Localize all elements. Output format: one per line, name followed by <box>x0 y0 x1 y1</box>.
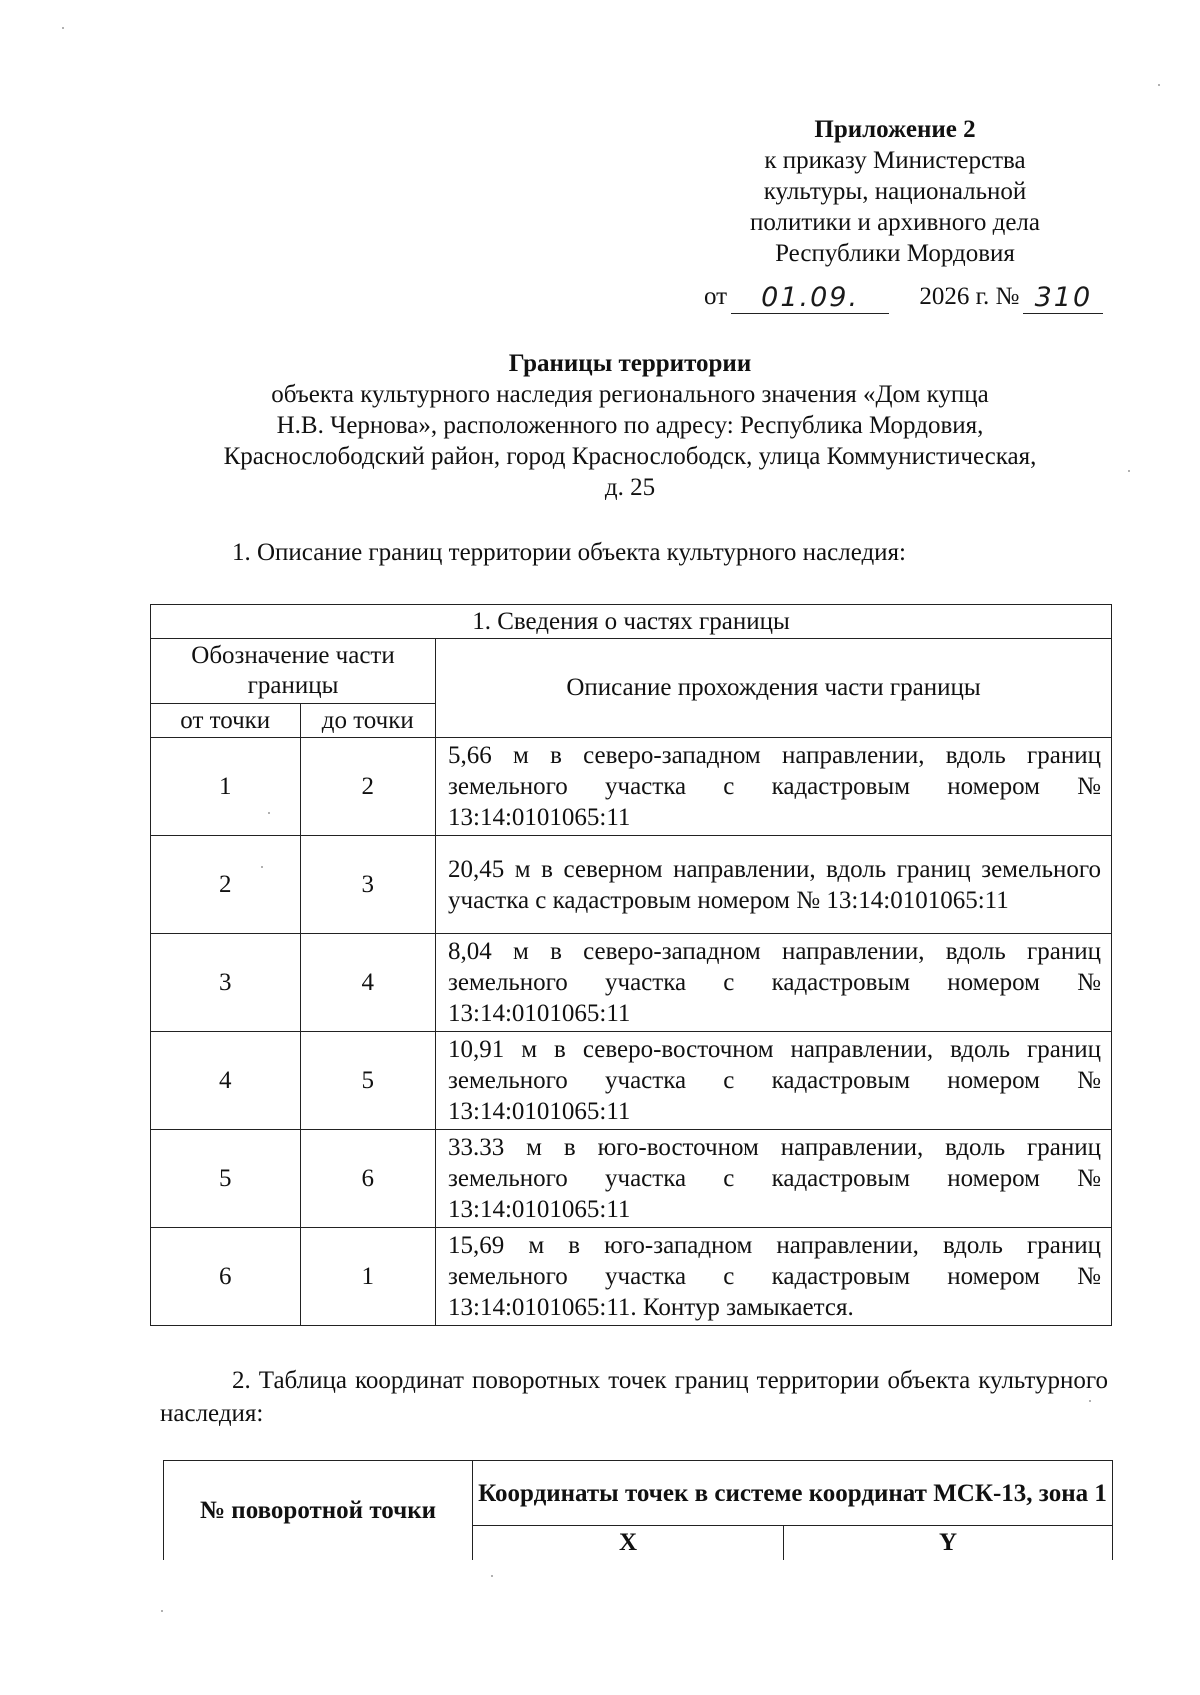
appendix-header <box>660 114 1130 269</box>
table-caption: 1. Сведения о частях границы <box>151 605 1112 639</box>
description-cell: 10,91 м в северо-восточном направлении, вдоль границ земельного участка с кадастровым номером № 13:14:0101065:11 <box>436 1032 1112 1130</box>
order-date-line <box>704 280 1134 314</box>
title-line: д. 25 <box>604 474 656 501</box>
appendix-line: культуры, национальной <box>763 178 1027 205</box>
to-point-cell: 5 <box>300 1032 435 1130</box>
section-2-heading: 2. Таблица координат поворотных точек границ территории объекта культурного наследия: <box>160 1367 1108 1427</box>
description-cell: 15,69 м в юго-западном направлении, вдоль границ земельного участка с кадастровым номером № 13:14:0101065:11. Контур замыкается. <box>436 1228 1112 1326</box>
header-to-point: до точки <box>300 704 435 738</box>
to-point-cell: 6 <box>300 1130 435 1228</box>
description-cell: 8,04 м в северо-западном направлении, вдоль границ земельного участка с кадастровым номером № 13:14:0101065:11 <box>436 934 1112 1032</box>
appendix-line: к приказу Министерства <box>764 147 1026 174</box>
header-point-number: № поворотной точки <box>164 1461 473 1561</box>
header-y: Y <box>784 1526 1113 1561</box>
header-description: Описание прохождения части границы <box>436 639 1112 738</box>
scan-speck <box>268 812 270 814</box>
table-row <box>151 1130 1112 1228</box>
header-x: X <box>473 1526 784 1561</box>
description-cell: 5,66 м в северо-западном направлении, вдоль границ земельного участка с кадастровым номером № 13:14:0101065:11 <box>436 738 1112 836</box>
section-1-heading: 1. Описание границ территории объекта культурного наследия: <box>232 539 906 566</box>
header-coordinates: Координаты точек в системе координат МСК-13, зона 1 <box>473 1461 1113 1526</box>
handwritten-order-number: 310 <box>1023 283 1103 314</box>
title-line: Н.В. Чернова», расположенного по адресу: Республика Мордовия, <box>276 412 984 439</box>
header-part-designation: Обозначение части границы <box>151 639 436 704</box>
from-point-cell: 4 <box>151 1032 301 1130</box>
from-point-cell: 3 <box>151 934 301 1032</box>
from-point-cell: 1 <box>151 738 301 836</box>
table-row <box>151 1228 1112 1326</box>
table-row <box>151 1032 1112 1130</box>
coordinates-table <box>163 1460 1113 1560</box>
year-text: 2026 г. № <box>919 283 1020 310</box>
to-point-cell: 2 <box>300 738 435 836</box>
scan-speck <box>1128 470 1130 472</box>
scan-speck <box>491 1575 493 1577</box>
scan-speck <box>1158 84 1160 86</box>
table-row <box>151 934 1112 1032</box>
table-row <box>151 836 1112 934</box>
document-title <box>150 348 1110 503</box>
scan-speck <box>261 866 263 868</box>
to-point-cell: 4 <box>300 934 435 1032</box>
title-line: Краснослободский район, город Краснослободск, улица Коммунистическая, <box>223 443 1037 470</box>
to-point-cell: 1 <box>300 1228 435 1326</box>
scan-speck <box>1089 1400 1091 1402</box>
header-from-point: от точки <box>151 704 301 738</box>
scan-speck <box>161 1610 163 1612</box>
scan-speck <box>62 27 64 29</box>
from-point-cell: 5 <box>151 1130 301 1228</box>
title-line: объекта культурного наследия регионального значения «Дом купца <box>271 381 989 408</box>
to-point-cell: 3 <box>300 836 435 934</box>
appendix-title: Приложение 2 <box>814 116 976 143</box>
appendix-line: Республики Мордовия <box>775 240 1015 267</box>
table-row <box>151 738 1112 836</box>
appendix-line: политики и архивного дела <box>749 209 1041 236</box>
handwritten-date: 01.09. <box>731 283 889 314</box>
from-point-cell: 2 <box>151 836 301 934</box>
title-heading: Границы территории <box>508 350 752 377</box>
description-cell: 20,45 м в северном направлении, вдоль границ земельного участка с кадастровым номером № 13:14:0101065:11 <box>436 836 1112 934</box>
from-point-cell: 6 <box>151 1228 301 1326</box>
description-cell: 33.33 м в юго-восточном направлении, вдоль границ земельного участка с кадастровым номером № 13:14:0101065:11 <box>436 1130 1112 1228</box>
date-prefix: от <box>704 283 728 310</box>
boundary-parts-table <box>150 604 1112 1326</box>
